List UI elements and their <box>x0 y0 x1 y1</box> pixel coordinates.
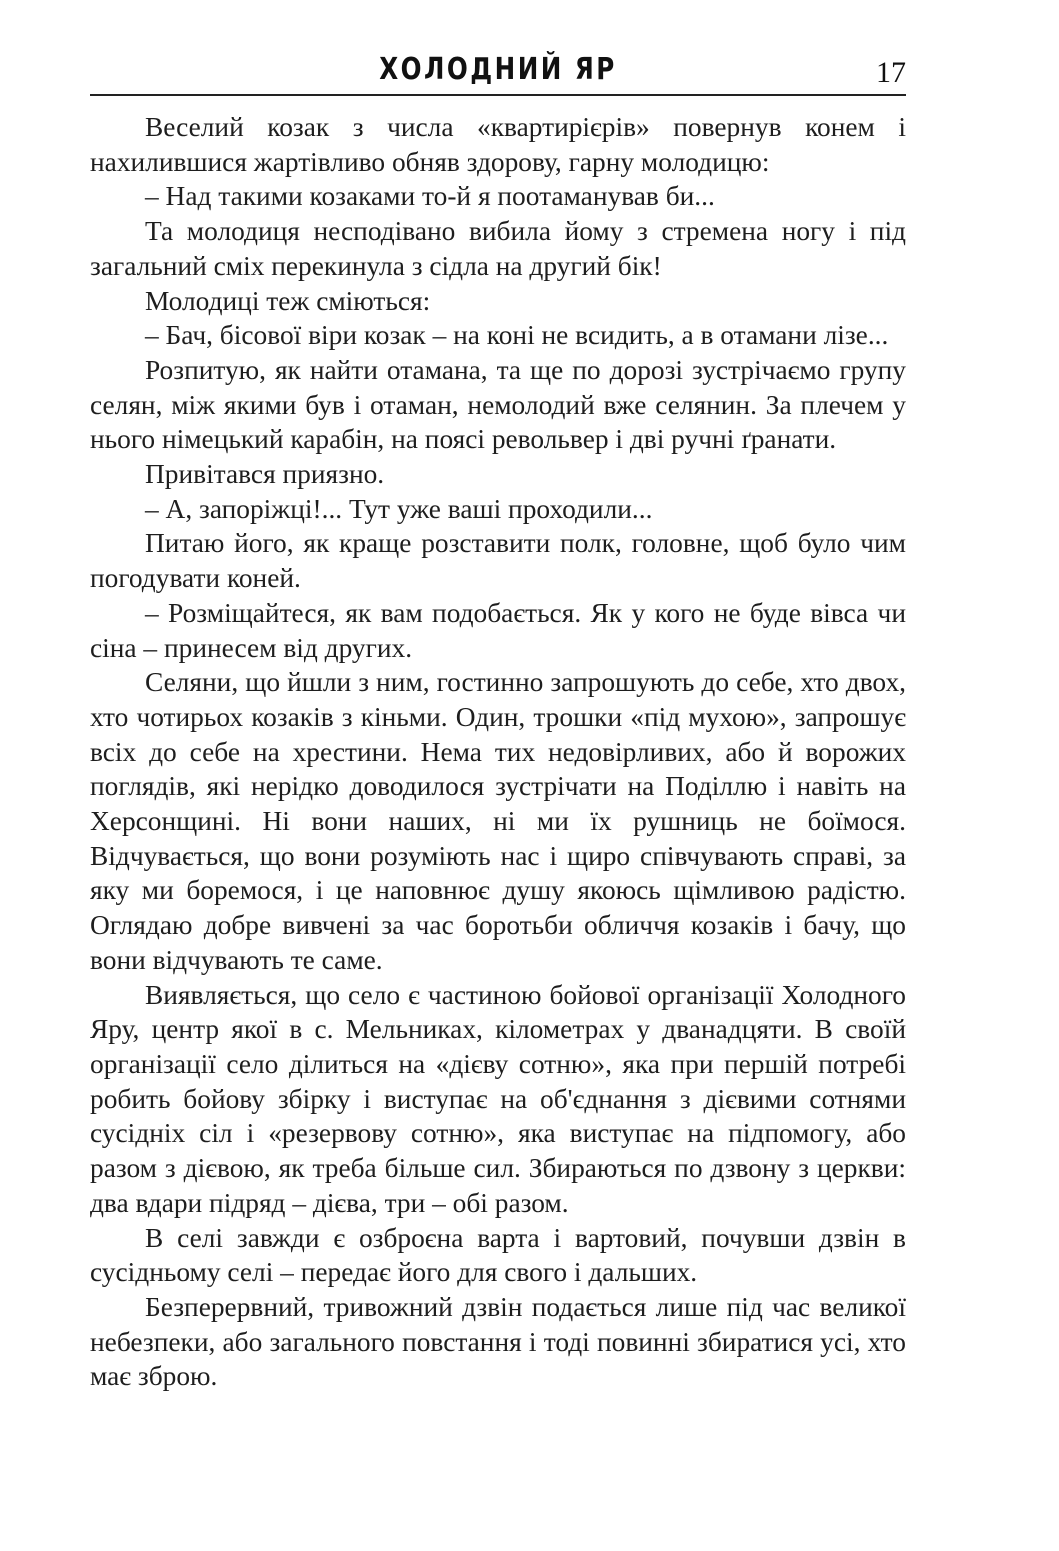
paragraph: Та молодиця несподівано вибила йому з стремена ногу і під загальний сміх перекинула з сідла на другий бік! <box>90 216 906 281</box>
page-header <box>90 50 906 96</box>
paragraph: – Бач, бісової віри козак – на коні не всидить, а в отамани лізе... <box>145 320 889 351</box>
paragraph: Привітався приязно. <box>145 459 385 490</box>
paragraph: – Над такими козаками то-й я поотаманував би... <box>145 181 715 212</box>
paragraph: – А, запоріжці!... Тут уже ваші проходили... <box>145 493 653 524</box>
page-number: 17 <box>876 56 906 89</box>
paragraph: Селяни, що йшли з ним, гостинно запрошують до себе, хто двох, хто чотирьох козаків з кіньми. Один, трошки «під мухою», запрошує всіх до себе на хрестини. Нема тих недовірливих, або й ворожих поглядів, які нерідко доводилося зустрічати на Поділлю і навіть на Херсонщині. Ні вони наших, ні ми їх рушниць не боїмося. Відчувається, що вони розуміють нас і щиро співчувають справі, за яку ми боремося, і це наповнює душу якоюсь щімливою радістю. Оглядаю добре вивчені за час боротьби обличчя козаків і бачу, що вони відчувають те саме. <box>90 667 906 975</box>
paragraph: Молодиці теж сміються: <box>145 285 431 316</box>
paragraph: В селі завжди є озброєна варта і вартовий, почувши дзвін в сусідньому селі – передає його для свого і дальших. <box>90 1222 906 1288</box>
paragraph: Виявляється, що село є частиною бойової організації Холодного Яру, центр якої в с. Мельниках, кілометрах у дванадцяти. В своїй організації село ділиться на «дієву сотню», яка при першій потребі робить бойову збірку і виступає на об'єднання з дієвими сотнями сусідніх сіл і «резервову сотню», яка виступає на підпомогу, або разом з дієвою, як треба більше сил. Збираються по дзвону з церкви: два вдари підряд – дієва, три – обі разом. <box>90 979 906 1218</box>
paragraph: Питаю його, як краще розставити полк, головне, щоб було чим погодувати коней. <box>90 528 906 594</box>
paragraph: – Розміщайтеся, як вам подобається. Як у кого не буде вівса чи сіна – принесем від других. <box>90 597 906 663</box>
paragraph: Безперервний, тривожний дзвін подається лише під час великої небезпеки, або загального повстання і тоді повинні збиратися усі, хто має зброю. <box>90 1291 906 1392</box>
paragraph: Розпитую, як найти отамана, та ще по дорозі зустрічаємо групу селян, між якими був і отаман, немолодий вже селянин. За плечем у нього німецький карабін, на поясі револьвер і дві ручні ґранати. <box>90 354 906 455</box>
body-text <box>90 110 906 1394</box>
paragraph: Веселий козак з числа «квартирієрів» повернув конем і нахилившися жартівливо обняв здорову, гарну молодицю: <box>90 112 906 177</box>
running-title: ХОЛОДНИЙ ЯР <box>379 52 617 87</box>
